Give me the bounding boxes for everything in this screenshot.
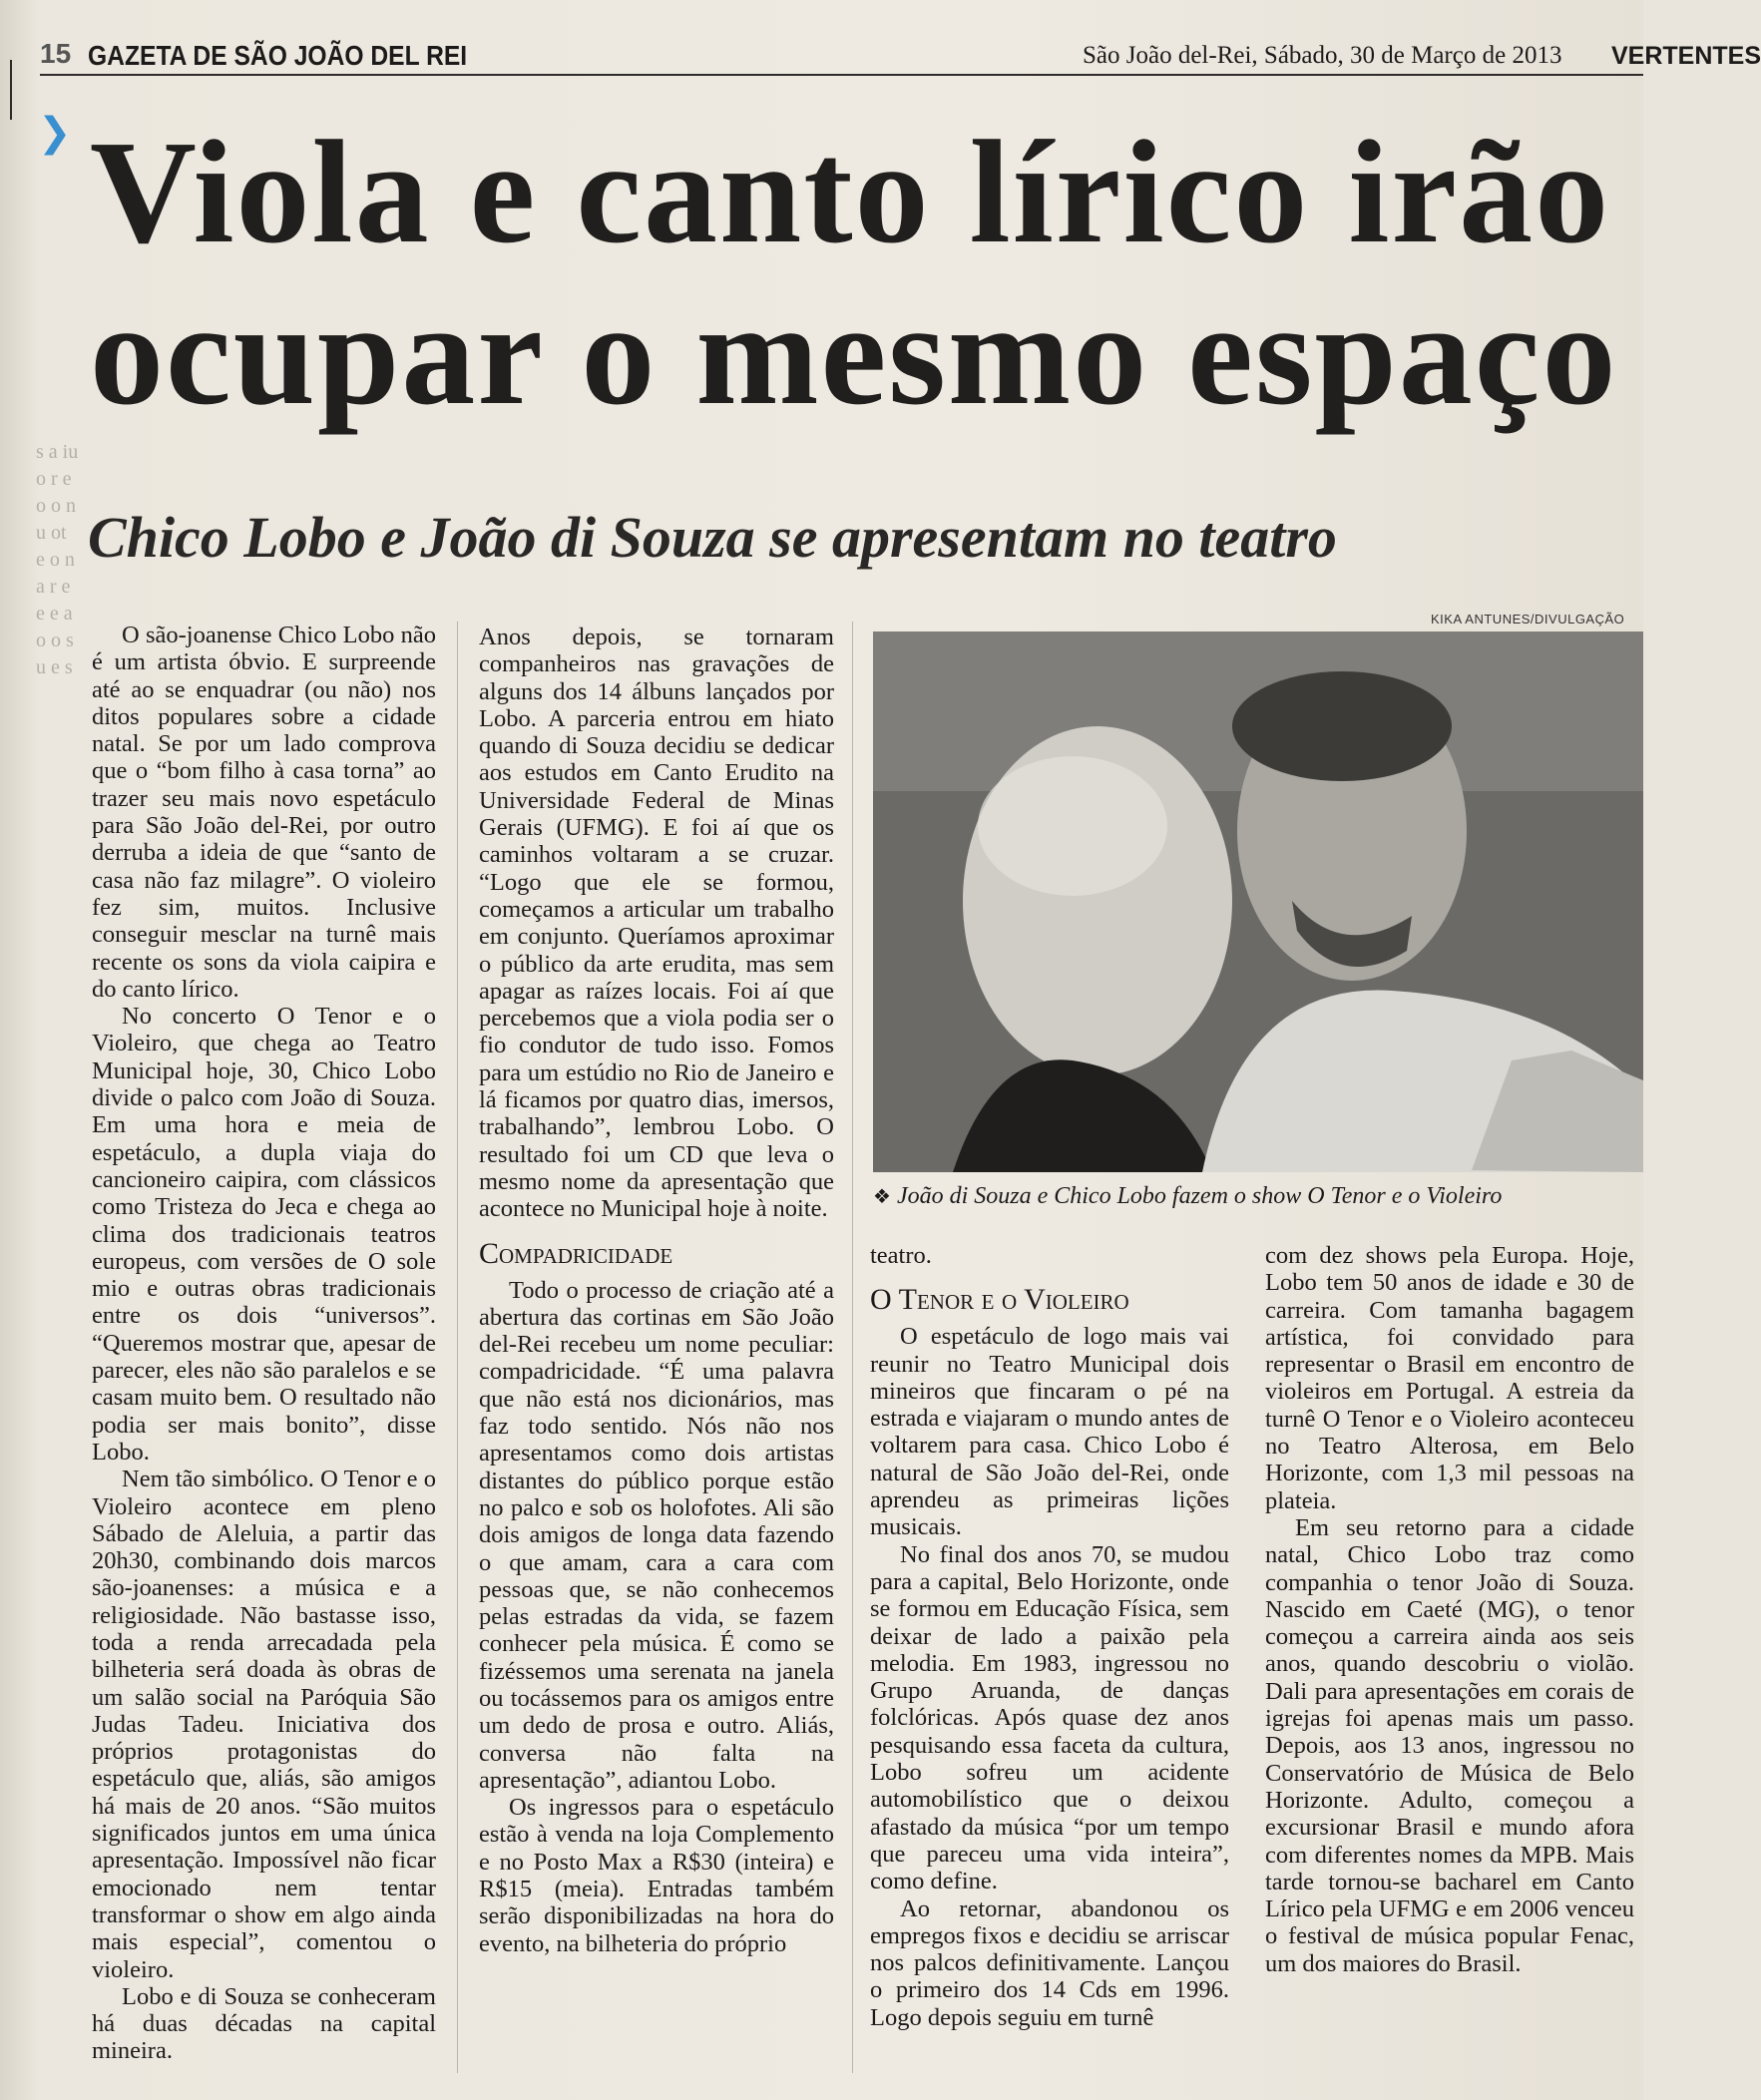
subheadline: Chico Lobo e João di Souza se apresentam no teatro [88,505,1337,570]
paragraph: O espetáculo de logo mais vai reunir no Teatro Municipal dois mineiros que fincaram o pé na estrada e viajaram o mundo antes de voltarem para casa. Chico Lobo é natural de São João del-Rei, onde aprendeu as primeiras lições musicais. [870,1323,1229,1541]
caption-bullet-icon: ❖ [873,1184,891,1208]
caption-text: João di Souza e Chico Lobo fazem o show O Tenor e o Violeiro [896,1183,1503,1209]
paragraph: Em seu retorno para a cidade natal, Chico Lobo traz como companhia o tenor João di Souza. Nascido em Caeté (MG), o tenor começou a carreira ainda aos seis anos, quando descobriu o violão. Dali para apresentações em corais de igrejas foi apenas mais um passo. Depois, aos 13 anos, ingressou no Conservatório de Música de Belo Horizonte. Adulto, começou a excursionar Brasil e mundo afora com diferentes nomes da MPB. Mais tarde tornou-se bacharel em Canto Lírico pela UFMG e em 2006 venceu o festival de música popular Fenac, um dos maiores do Brasil. [1265,1513,1634,1977]
paragraph: Todo o processo de criação até a abertura das cortinas em São João del-Rei recebeu um nome peculiar: compadricidade. “É uma palavra que não está nos dicionários, mas faz todo sentido. Nós não nos apresentamos como dois artistas distantes do público porque estão no palco e sob os holofotes. Ali são dois amigos de longa data fazendo o que amam, cara a cara com pessoas que, se não conhecemos pelas estradas da vida, se fazem conhecer pela música. É como se fizéssemos uma serenata na janela ou tocássemos para os amigos entre um dedo de prosa e outro. Aliás, conversa não falta na apresentação”, adiantou Lobo. [479,1276,834,1794]
paragraph: Os ingressos para o espetáculo estão à venda na loja Complemento e no Posto Max a R$30 (inteira) e R$15 (meia). Entradas também serão disponibilizadas na hora do evento, na bilheteria do próprio [479,1794,834,1957]
pen-mark-icon: ❯ [38,110,72,156]
subtitle-tenor-violeiro: O Tenor e o Violeiro [870,1283,1129,1317]
column-rule [457,622,458,2073]
paragraph: No final dos anos 70, se mudou para a capital, Belo Horizonte, onde se formou em Educação Física, sem deixar de lado a paixão pela melodia. Em 1983, ingressou no Grupo Aruanda, de danças folclóricas. Após quase dez anos pesquisando essa faceta da cultura, Lobo sofreu um acidente automobilístico que o deixou afastado da música “por um tempo que pareceu uma vida inteira”, como define. [870,1540,1229,1895]
paragraph: No concerto O Tenor e o Violeiro, que chega ao Teatro Municipal hoje, 30, Chico Lobo divide o palco com João di Souza. Em uma hora e meia de espetáculo, a dupla viaja do cancioneiro caipira, com clássicos como Tristeza do Jeca e chega ao clima dos tradicionais teatros europeus, com versões de O sole mio e outras obras tradicionais entre os dois “universos”. “Queremos mostrar que, apesar de parecer, eles não são paralelos e se casam muito bem. O resultado não podia ser mais bonito”, disse Lobo. [92,1003,436,1466]
article-column-1 [92,622,436,2065]
paragraph: Ao retornar, abandonou os empregos fixos e decidiu se arriscar nos palcos definitivamente. Lançou o primeiro dos 14 Cds em 1996. Logo depois seguiu em turnê [870,1894,1229,2031]
page-header [40,34,1761,76]
page-number: 15 [40,38,72,69]
photo-illustration [873,631,1643,1172]
article-column-2 [479,624,834,1957]
paragraph: Anos depois, se tornaram companheiros nas gravações de alguns dos 14 álbuns lançados por Lobo. A parceria entrou em hiato quando di Souza decidiu se dedicar aos estudos em Canto Erudito na Universidade Federal de Minas Gerais (UFMG). E foi aí que os caminhos voltaram a se cruzar. “Logo que ele se formou, começamos a articular um trabalho em conjunto. Queríamos aproximar o público da arte erudita, mas sem apagar as raízes locais. Foi aí que percebemos que a viola podia ser o fio condutor de tudo isso. Fomos para um estúdio no Rio de Janeiro e lá ficamos por quatro dias, imersos, trabalhando”, lembrou Lobo. O resultado foi um CD que leva o mesmo nome da apresentação que acontece no Municipal hoje à noite. [479,624,834,1223]
subtitle-compadricidade: Compadricidade [479,1236,673,1270]
column-rule [852,622,853,2073]
article-photo [873,631,1643,1172]
photo-credit: KIKA ANTUNES/DIVULGAÇÃO [1431,612,1625,627]
margin-bleed-text: s a iu o r e o o n u ot e o n a r e e e a o o s u e s [36,441,79,678]
paragraph: com dez shows pela Europa. Hoje, Lobo tem 50 anos de idade e 30 de carreira. Com tamanha bagagem artística, foi convidado para representar o Brasil em encontro de violeiros em Portugal. A estreia da turnê O Tenor e o Violeiro aconteceu no Teatro Alterosa, em Belo Horizonte, com 1,3 mil pessoas na plateia. [1265,1242,1634,1514]
article-column-3 [870,1242,1229,2031]
paragraph: Nem tão simbólico. O Tenor e o Violeiro acontece em pleno Sábado de Aleluia, a partir das 20h30, combinando dois marcos são-joanenses: a música e a religiosidade. Não bastasse isso, toda a renda arrecadada pela bilheteria será doada às obras de um salão social na Paróquia São Judas Tadeu. Iniciativa dos próprios protagonistas do espetáculo que, aliás, são amigos há mais de 20 anos. “São muitos significados juntos em uma única apresentação. Impossível não ficar emocionado nem tentar transformar o show em algo ainda mais especial”, comentou o violeiro. [92,1466,436,1983]
headline-line-1: Viola e canto lírico irão [90,111,1611,274]
photo-caption [873,1183,1643,1210]
paragraph: teatro. [870,1242,932,1269]
paragraph: Lobo e di Souza se conheceram há duas décadas na capital mineira. [92,1982,436,2065]
newspaper-name: GAZETA DE SÃO JOÃO DEL REI [88,40,468,71]
paragraph: O são-joanense Chico Lobo não é um artista óbvio. E surpreende até ao se enquadrar (ou não) nos ditos populares sobre a cidade natal. Se por um lado comprova que o “bom filho à casa torna” ao trazer seu mais novo espetáculo para São João del-Rei, por outro derruba a ideia de que “santo de casa não faz milagre”. O violeiro fez sim, muitos. Inclusive conseguir mesclar na turnê mais recente os sons da viola caipira e do canto lírico. [92,622,436,1003]
page-edge-line [10,60,12,120]
headline-line-2: ocupar o mesmo espaço [90,272,1618,436]
article-column-4 [1265,1242,1634,1977]
headline [90,112,1646,435]
section-tag: VERTENTES [1611,42,1761,70]
dateline: São João del-Rei, Sábado, 30 de Março de 2013 [1083,42,1562,69]
